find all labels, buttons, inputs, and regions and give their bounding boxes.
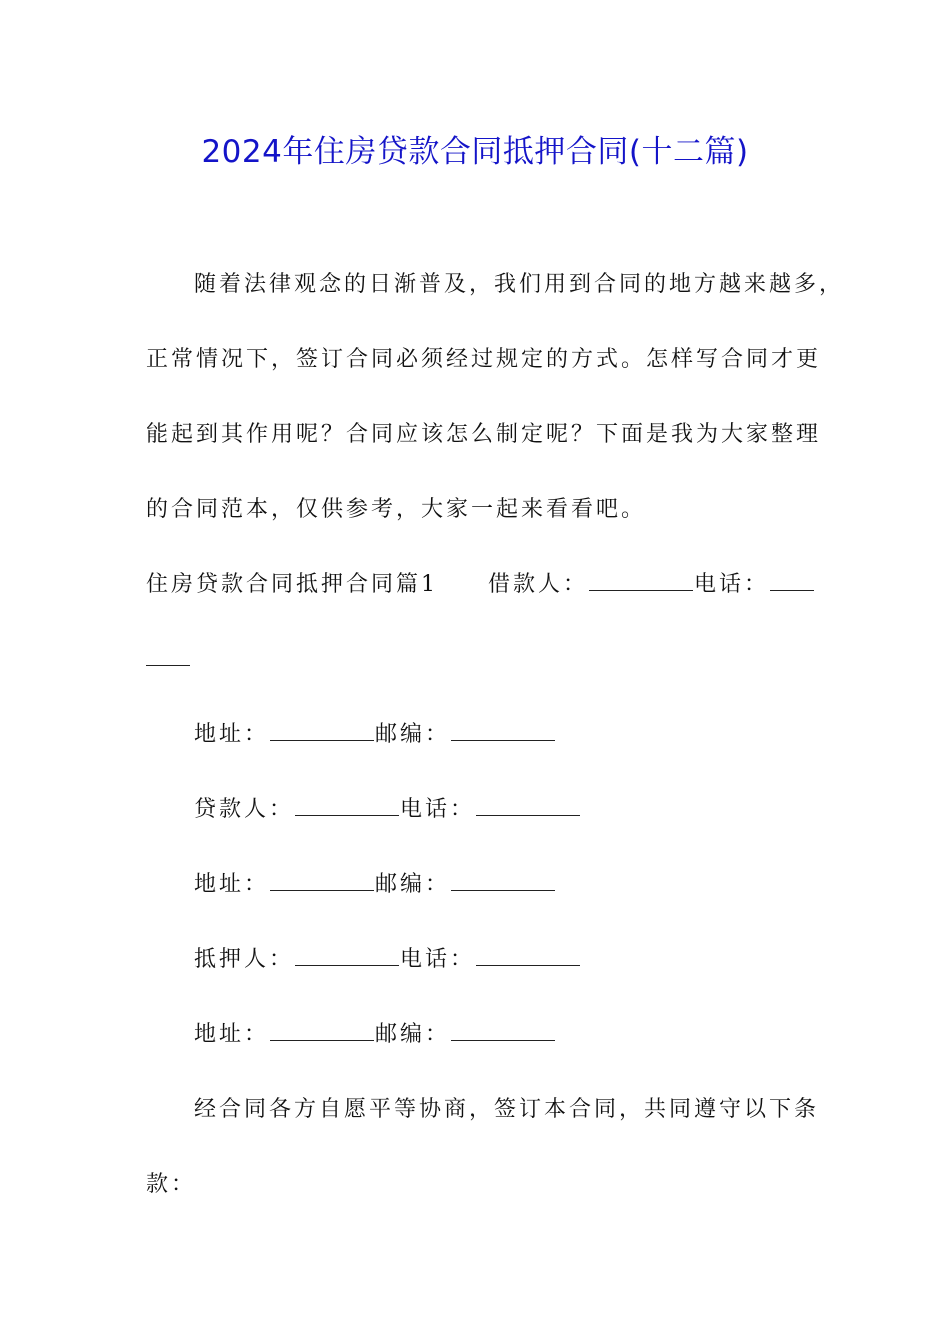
closing-line-1: 经合同各方自愿平等协商，签订本合同，共同遵守以下条 <box>194 1097 820 1122</box>
section-1-heading: 住房贷款合同抵押合同篇1 <box>146 572 438 597</box>
postcode-blank <box>451 868 555 891</box>
mortgagor-phone-label: 电话： <box>400 947 476 972</box>
borrower-label: 借款人： <box>488 572 589 597</box>
postcode-blank <box>451 1018 555 1041</box>
postcode-label: 邮编： <box>375 1022 451 1047</box>
address-label: 地址： <box>194 1022 270 1047</box>
postcode-label: 邮编： <box>375 872 451 897</box>
mortgagor-address-line <box>194 1018 556 1052</box>
mortgagor-phone-blank <box>476 943 580 966</box>
lender-line <box>194 793 581 827</box>
intro-line-2: 正常情况下，签订合同必须经过规定的方式。怎样写合同才更 <box>146 347 822 372</box>
borrower-blank <box>589 568 693 591</box>
lender-blank <box>295 793 399 816</box>
lender-label: 贷款人： <box>194 797 295 822</box>
address-blank <box>270 868 374 891</box>
address-blank <box>270 718 374 741</box>
intro-line-4: 的合同范本，仅供参考，大家一起来看看吧。 <box>146 497 647 522</box>
lender-address-line <box>194 868 556 902</box>
address-label: 地址： <box>194 722 270 747</box>
intro-line-3: 能起到其作用呢？合同应该怎么制定呢？下面是我为大家整理 <box>146 422 822 447</box>
mortgagor-line <box>194 943 581 977</box>
borrower-phone-blank-end <box>146 643 190 666</box>
intro-line-1: 随着法律观念的日渐普及，我们用到合同的地方越来越多， <box>194 272 845 297</box>
borrower-phone-label: 电话： <box>694 572 770 597</box>
section-1-line <box>146 568 815 602</box>
borrower-phone-blank-continued-line <box>146 643 191 677</box>
postcode-blank <box>451 718 555 741</box>
document-title: 2024年住房贷款合同抵押合同(十二篇) <box>201 134 749 170</box>
postcode-label: 邮编： <box>375 722 451 747</box>
borrower-phone-blank-start <box>770 568 814 591</box>
mortgagor-blank <box>295 943 399 966</box>
mortgagor-label: 抵押人： <box>194 947 295 972</box>
address-blank <box>270 1018 374 1041</box>
closing-line-2: 款： <box>146 1172 197 1197</box>
lender-phone-blank <box>476 793 580 816</box>
lender-phone-label: 电话： <box>400 797 476 822</box>
address-label: 地址： <box>194 872 270 897</box>
borrower-address-line <box>194 718 556 752</box>
